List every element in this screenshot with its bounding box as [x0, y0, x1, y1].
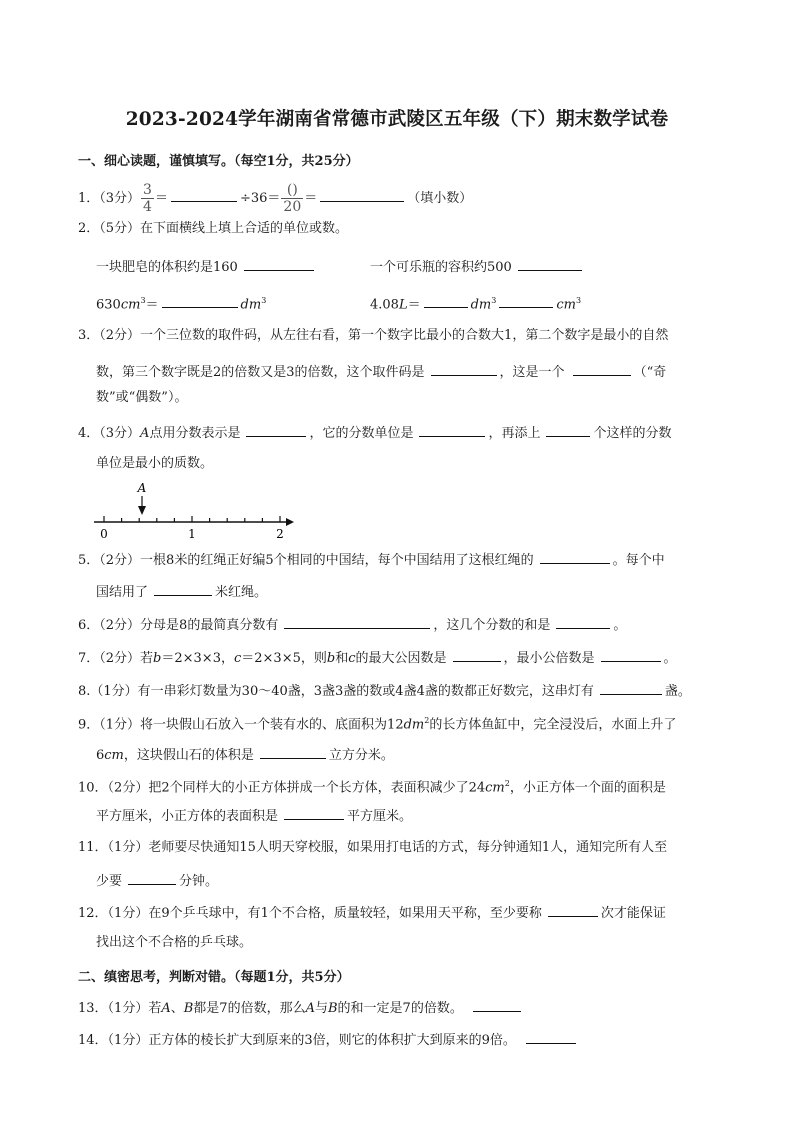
question-2b: 一个可乐瓶的容积约500 — [370, 257, 585, 277]
answer-blank[interactable] — [556, 615, 610, 629]
answer-blank[interactable] — [320, 188, 404, 202]
question-11-line1: 11．（1分）老师要尽快通知15人明天穿校服，如果用打电话的方式，每分钟通知1人，通知完所有人至 — [78, 840, 668, 855]
question-2d: $4.08L= dm^3$ $cm^3$ — [370, 296, 582, 313]
section-1-heading: 一、细心读题，谨慎填写。（每空1分，共25分） — [78, 154, 359, 169]
question-7: 7．（2分）若b＝2×3×3，c＝2×3×5，则b和c的最大公因数是 ，最小公倍数是 。 — [78, 648, 677, 668]
answer-blank[interactable] — [573, 362, 631, 376]
page-title: 2023-2024学年湖南省常德市武陵区五年级（下）期末数学试卷 — [125, 109, 669, 130]
section-2-heading: 二、缜密思考，判断对错。（每题1分，共5分） — [78, 970, 350, 985]
question-8: 8.（1分）有一串彩灯数量为30～40盏，3盏3盏的数或4盏4盏的数都正好数完，这串灯有 盏。 — [78, 681, 691, 701]
fraction-blank-20: $\frac{()}{20}$ — [283, 182, 302, 215]
question-4-line2: 单位是最小的质数。 — [96, 456, 214, 471]
question-3-line1: 3．（2分）一个三位数的取件码，从左往右看，第一个数字比最小的合数大1，第二个数字是最小的自然 — [78, 328, 669, 343]
answer-blank[interactable] — [526, 1030, 576, 1044]
question-12-line1: 12．（1分）在9个乒乓球中，有1个不合格，质量较轻，如果用天平称，至少要称 次才能保证 — [78, 903, 666, 923]
answer-blank[interactable] — [546, 423, 590, 437]
question-2a: 一块肥皂的体积约是160 — [96, 257, 317, 277]
answer-blank[interactable] — [424, 294, 468, 308]
answer-blank[interactable] — [601, 648, 661, 662]
question-2c: $630cm^3= dm^3$ — [96, 296, 267, 313]
question-9-line1: 9．（1分）将一块假山石放入一个装有水的、底面积为$12dm^2$的长方体鱼缸中，完全浸没后，水面上升了 — [78, 716, 677, 733]
answer-blank[interactable] — [162, 294, 238, 308]
answer-blank[interactable] — [171, 188, 237, 202]
question-10-line2: 平方厘米，小正方体的表面积是 平方厘米。 — [96, 806, 412, 826]
answer-blank[interactable] — [154, 582, 212, 596]
question-11-line2: 少要 分钟。 — [96, 871, 218, 891]
answer-blank[interactable] — [284, 615, 430, 629]
question-5-line1: 5．（2分）一根8米的红绳正好编5个相同的中国结，每个中国结用了这根红绳的 。每个中 — [78, 550, 665, 570]
question-1: 1．（3分） $\frac{3}{4}$ ＝ ÷36＝ $\frac{()}{20}$ ＝ （填小数） — [78, 182, 473, 215]
question-3-line2: 数，第三个数字既是2的倍数又是3的倍数，这个取件码是 ，这是一个 （“奇 — [96, 362, 666, 382]
question-6: 6．（2分）分母是8的最简真分数有 ，这几个分数的和是 。 — [78, 615, 626, 635]
answer-blank[interactable] — [540, 550, 610, 564]
answer-blank[interactable] — [473, 998, 521, 1012]
point-arrow-icon — [138, 506, 146, 515]
answer-blank[interactable] — [128, 871, 176, 885]
answer-blank[interactable] — [600, 681, 662, 695]
answer-blank[interactable] — [453, 648, 501, 662]
answer-blank[interactable] — [244, 257, 314, 271]
question-2: 2．（5分）在下面横线上填上合适的单位或数。 — [78, 221, 349, 236]
answer-blank[interactable] — [284, 806, 344, 820]
fraction-3-4: $\frac{3}{4}$ — [143, 182, 152, 215]
question-12-line2: 找出这个不合格的乒乓球。 — [96, 935, 253, 950]
point-label-a: A — [137, 481, 147, 495]
tick-label-2: 2 — [276, 527, 284, 541]
answer-blank[interactable] — [260, 745, 326, 759]
answer-blank[interactable] — [431, 362, 497, 376]
answer-blank[interactable] — [548, 903, 598, 917]
question-14: 14．（1分）正方体的棱长扩大到原来的3倍，则它的体积扩大到原来的9倍。 — [78, 1030, 579, 1050]
answer-blank[interactable] — [246, 423, 306, 437]
question-4-line1: 4．（3分）A点用分数表示是 ，它的分数单位是 ，再添上 个这样的分数 — [78, 423, 672, 443]
question-13: 13．（1分）若A、B都是7的倍数，那么A与B的和一定是7的倍数。 — [78, 998, 524, 1018]
question-9-line2: 6cm，这块假山石的体积是 立方分米。 — [96, 745, 394, 765]
axis-arrow-icon — [286, 518, 294, 526]
number-line — [92, 478, 302, 542]
tick-label-1: 1 — [188, 527, 196, 541]
question-10-line1: 10．（2分）把2个同样大的小正方体拼成一个长方体，表面积减少了$24cm^2$，小正方体一个面的面积是 — [78, 779, 666, 796]
answer-blank[interactable] — [499, 294, 553, 308]
question-5-line2: 国结用了 米红绳。 — [96, 582, 267, 602]
number-line-ticks — [104, 516, 280, 522]
tick-label-0: 0 — [100, 527, 108, 541]
answer-blank[interactable] — [518, 257, 582, 271]
question-3-line3: 数”或“偶数”）。 — [96, 390, 188, 405]
answer-blank[interactable] — [419, 423, 485, 437]
